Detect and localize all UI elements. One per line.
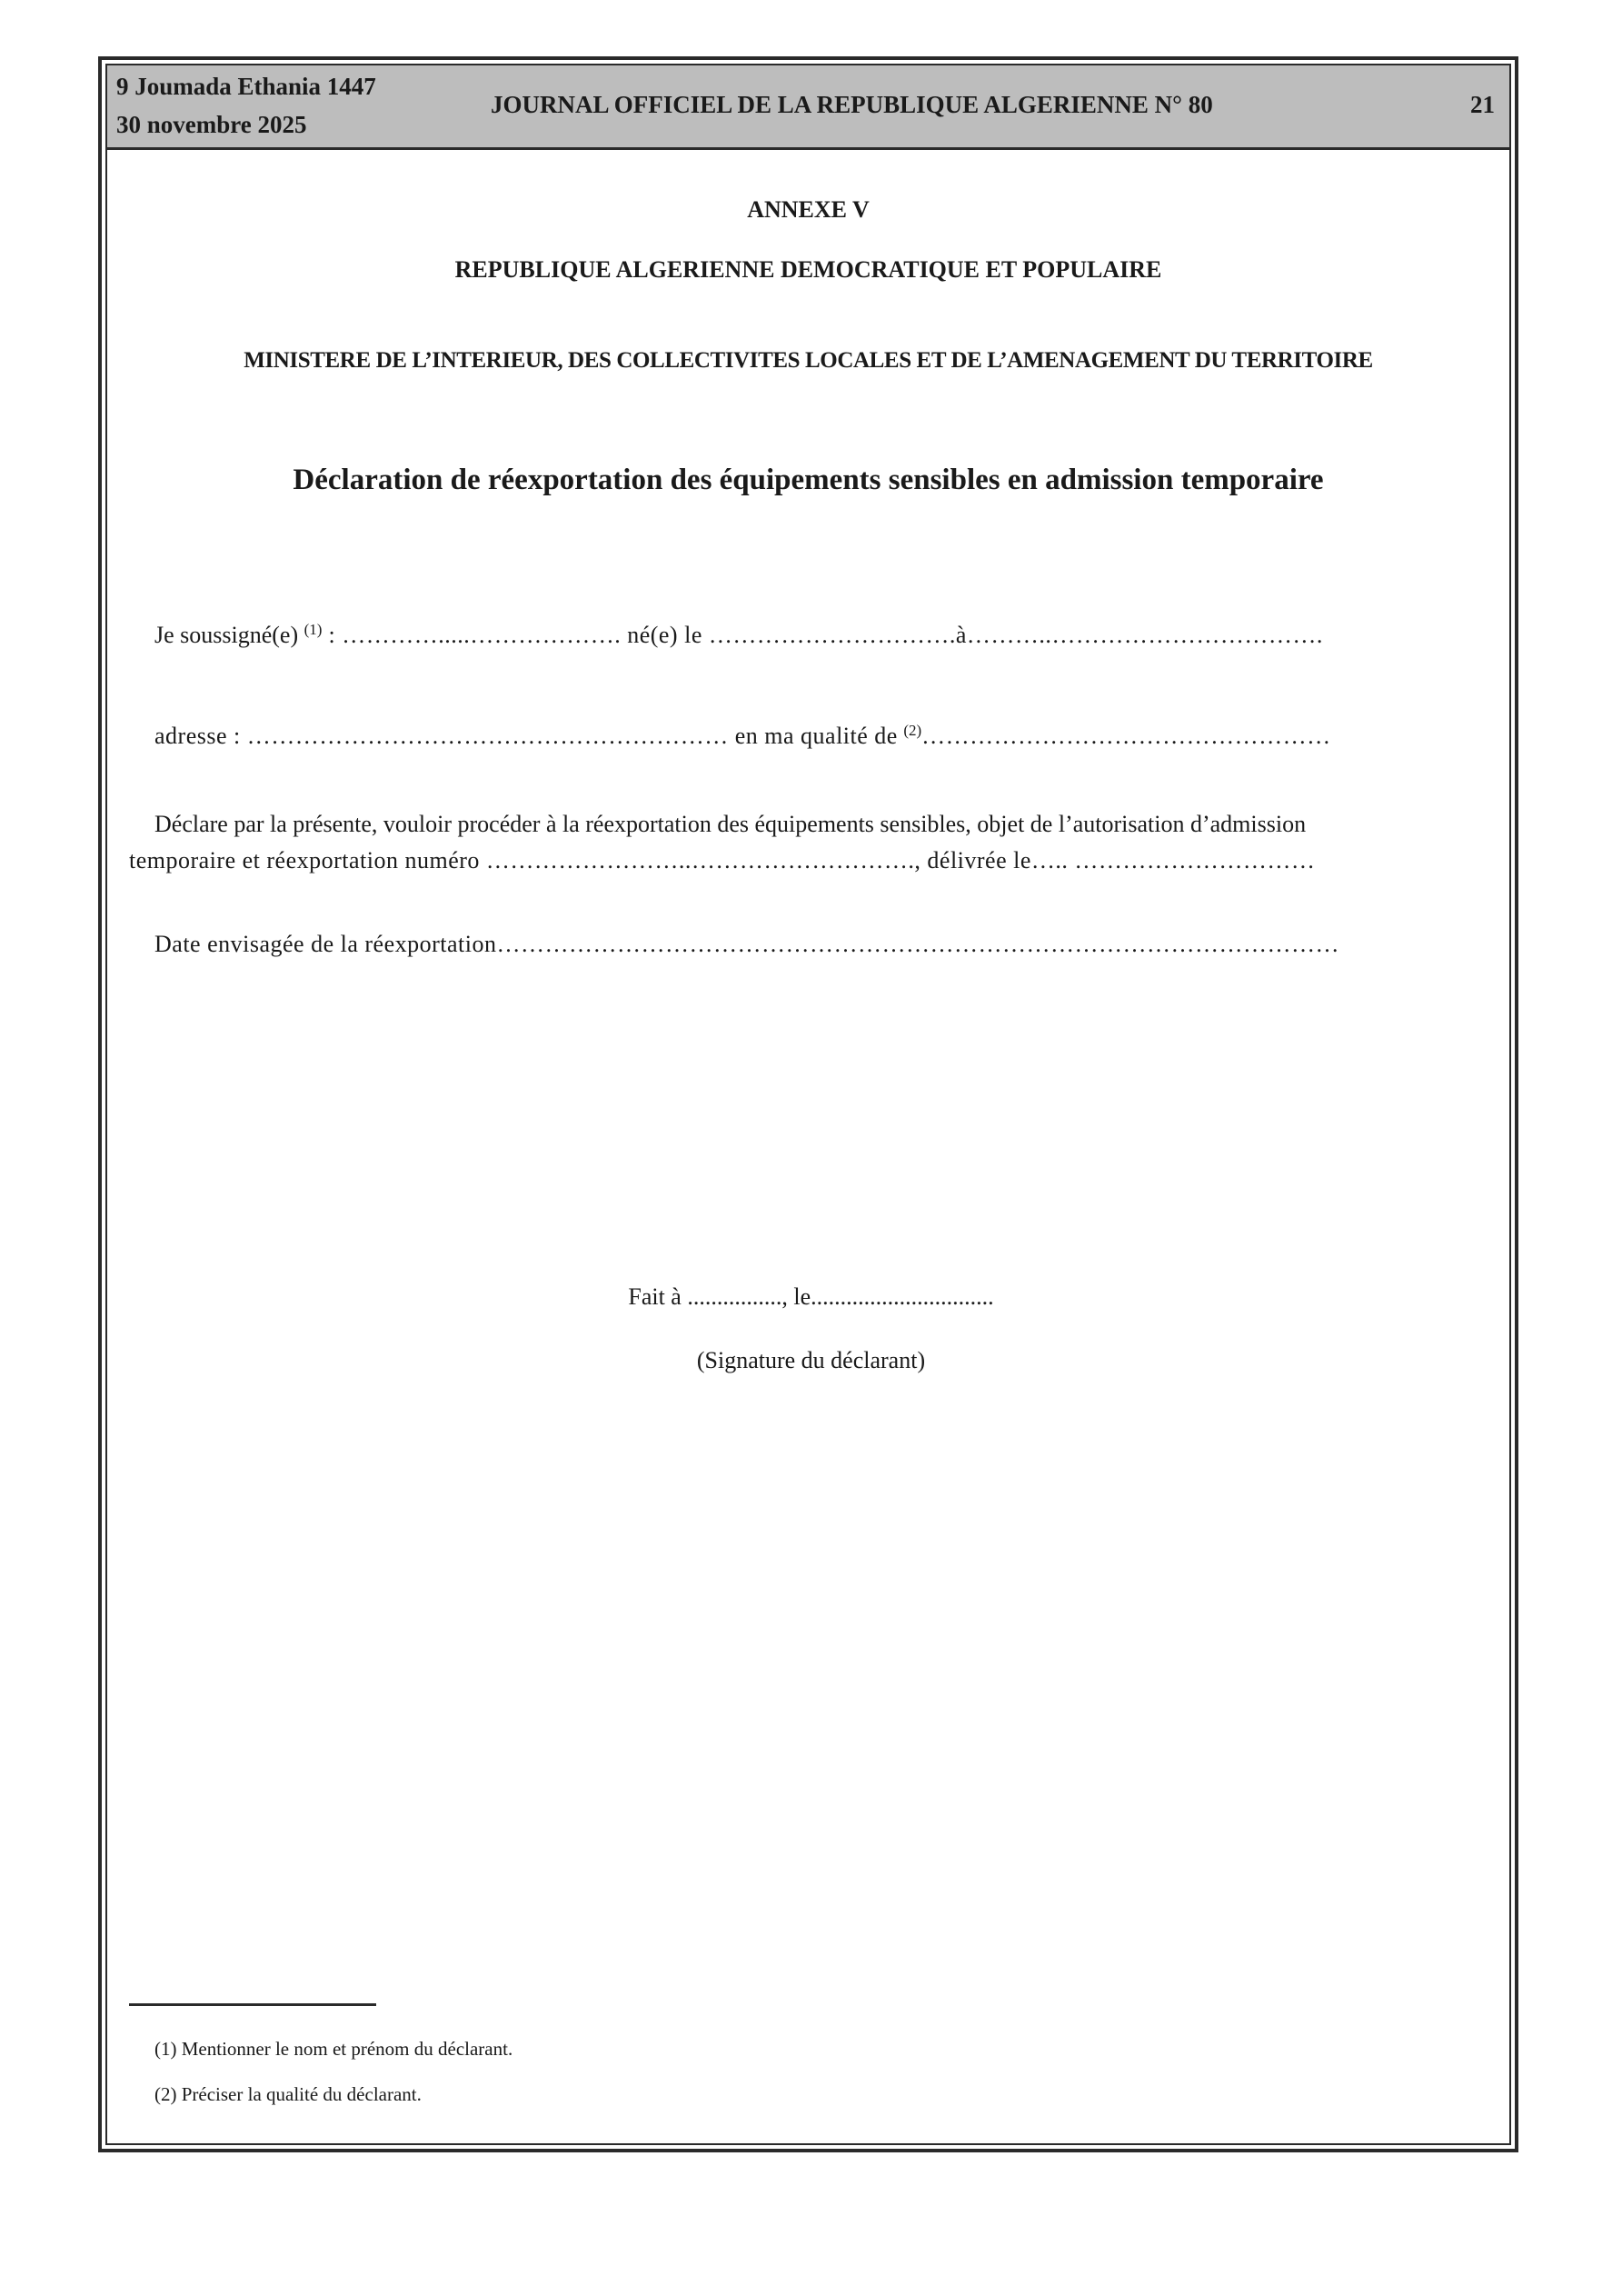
page-number: 21 (1470, 91, 1495, 118)
hijri-date: 9 Joumada Ethania 1447 (116, 73, 376, 100)
page-frame-inner (105, 64, 1511, 2145)
gregorian-date: 30 novembre 2025 (116, 111, 307, 138)
soussigne-fill: : ………….....………………. né(e) le ………………………….à………..……………………………. (322, 622, 1323, 648)
footnote-2: (2) Préciser la qualité du déclarant. (154, 2083, 422, 2105)
ministry-heading: MINISTERE DE L’INTERIEUR, DES COLLECTIVITES LOCALES ET DE L’AMENAGEMENT DU TERRITOIRE (244, 348, 1373, 373)
qualite-fill: …………………………………………… (921, 723, 1331, 749)
document-title: Déclaration de réexportation des équipements sensibles en admission temporaire (293, 464, 1324, 496)
declaration-line-1: Déclare par la présente, vouloir procéder à la réexportation des équipements sensibles, objet de l’autorisation d’admission (154, 811, 1307, 837)
soussigne-label: Je soussigné(e) (154, 622, 299, 648)
soussigne-line (154, 621, 1323, 648)
footnote-ref-1: (1) (304, 621, 323, 638)
adresse-fill: adresse : …………………………………………………… en ma qualité de (154, 723, 898, 749)
footnote-ref-2: (2) (903, 722, 922, 739)
reexport-date-line: Date envisagée de la réexportation…………………………………………………………………………………………… (154, 931, 1339, 957)
adresse-line (154, 724, 1331, 748)
footnote-separator (129, 2003, 376, 2006)
declaration-line-2: temporaire et réexportation numéro ……………………..………………………., délivrée le….. ………………………… (129, 847, 1316, 873)
footnote-1: (1) Mentionner le nom et prénom du déclarant. (154, 2038, 513, 2060)
place-date-line: Fait à ................, le............................... (628, 1283, 994, 1310)
annex-heading: ANNEXE V (747, 196, 870, 223)
republic-heading: REPUBLIQUE ALGERIENNE DEMOCRATIQUE ET POPULAIRE (454, 256, 1162, 283)
journal-title: JOURNAL OFFICIEL DE LA REPUBLIQUE ALGERIENNE N° 80 (491, 91, 1213, 118)
signature-label: (Signature du déclarant) (696, 1347, 926, 1373)
